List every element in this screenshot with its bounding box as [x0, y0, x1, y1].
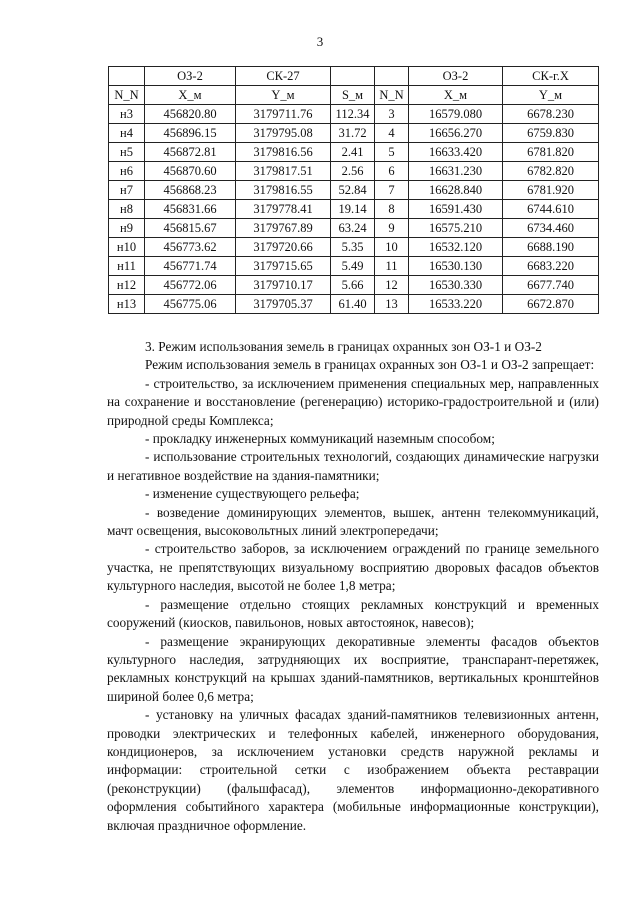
table-cell: 3: [375, 105, 409, 124]
table-row: [109, 238, 599, 257]
column-header-cell: N_N: [375, 86, 409, 105]
table-cell: н4: [109, 124, 145, 143]
column-header-cell: S_м: [331, 86, 375, 105]
table-row: [109, 200, 599, 219]
table-row: [109, 276, 599, 295]
column-header-cell: Y_м: [236, 86, 331, 105]
table-cell: 52.84: [331, 181, 375, 200]
table-cell: 6: [375, 162, 409, 181]
table-cell: 2.41: [331, 143, 375, 162]
table-row: [109, 162, 599, 181]
table-cell: 3179720.66: [236, 238, 331, 257]
group-header-cell: ОЗ-2: [145, 67, 236, 86]
table-row: [109, 124, 599, 143]
table-cell: 3179715.65: [236, 257, 331, 276]
table-cell: 16631.230: [409, 162, 503, 181]
table-cell: н5: [109, 143, 145, 162]
table-cell: 3179816.56: [236, 143, 331, 162]
table-cell: 456773.62: [145, 238, 236, 257]
table-row: [109, 143, 599, 162]
table-cell: 4: [375, 124, 409, 143]
table-cell: 9: [375, 219, 409, 238]
table-cell: 6781.820: [503, 143, 599, 162]
paragraph: - установку на уличных фасадах зданий-памятников телевизионных антенн, проводки электрических и телефонных кабелей, инженерного оборудования, кондиционеров, за исключением установки средств наружной рекламы и информации: строительной сетки с изображением объекта реставрации (реконструкции) (фальшфасад), элементов информационно-декоративного оформления событийного характера (мобильные информационные конструкции), включая праздничное оформление.: [107, 707, 599, 833]
table-cell: 16628.840: [409, 181, 503, 200]
table-cell: 63.24: [331, 219, 375, 238]
table-cell: 6683.220: [503, 257, 599, 276]
table-cell: 6734.460: [503, 219, 599, 238]
paragraph: Режим использования земель в границах охранных зон ОЗ-1 и ОЗ-2 запрещает:: [145, 357, 595, 373]
paragraph: - строительство заборов, за исключением ограждений по границе земельного участка, не препятствующих визуальному восприятию дворовых фасадов объектов культурного наследия, высотой не более 1,8 метра;: [107, 541, 599, 594]
column-header-cell: X_м: [145, 86, 236, 105]
table-cell: н10: [109, 238, 145, 257]
table-cell: 5: [375, 143, 409, 162]
table-row: [109, 257, 599, 276]
table-row: [109, 295, 599, 314]
table-cell: 6781.920: [503, 181, 599, 200]
paragraph: - прокладку инженерных коммуникаций наземным способом;: [145, 431, 495, 447]
table-cell: 456896.15: [145, 124, 236, 143]
table-cell: 456868.23: [145, 181, 236, 200]
table-cell: 5.49: [331, 257, 375, 276]
table-cell: н12: [109, 276, 145, 295]
group-header-cell: ОЗ-2: [409, 67, 503, 86]
table-cell: 16575.210: [409, 219, 503, 238]
paragraph: - использование строительных технологий, создающих динамические нагрузки и негативное воздействие на здания-памятники;: [107, 449, 599, 483]
table-cell: 2.56: [331, 162, 375, 181]
section-title: 3. Режим использования земель в границах охранных зон ОЗ-1 и ОЗ-2: [145, 339, 542, 354]
table-cell: 5.35: [331, 238, 375, 257]
paragraph: - размещение экранирующих декоративные элементы фасадов объектов культурного наследия, затрудняющих их восприятие, транспарант-перетяжек, рекламных конструкций на крышах зданий-памятников, вертикальных кронштейнов шириной более 0,6 метра;: [107, 633, 599, 704]
column-header-cell: Y_м: [503, 86, 599, 105]
table-cell: 3179816.55: [236, 181, 331, 200]
paragraph: - изменение существующего рельефа;: [145, 486, 360, 502]
table-cell: 456870.60: [145, 162, 236, 181]
paragraph: - строительство, за исключением применения специальных мер, направленных на сохранение и восстановление (регенерацию) историко-градостроительной и (или) природной среды Комплекса;: [107, 375, 599, 428]
table-cell: 16530.330: [409, 276, 503, 295]
table-cell: 6744.610: [503, 200, 599, 219]
table-cell: н9: [109, 219, 145, 238]
table-cell: 6672.870: [503, 295, 599, 314]
table-cell: 3179817.51: [236, 162, 331, 181]
table-cell: 10: [375, 238, 409, 257]
table-cell: 456815.67: [145, 219, 236, 238]
table-cell: 16530.130: [409, 257, 503, 276]
table-cell: н6: [109, 162, 145, 181]
table-cell: 61.40: [331, 295, 375, 314]
table-cell: 6782.820: [503, 162, 599, 181]
table-group-header-row: [109, 67, 599, 86]
table-cell: н7: [109, 181, 145, 200]
document-body: [107, 338, 599, 835]
table-cell: н11: [109, 257, 145, 276]
table-cell: 5.66: [331, 276, 375, 295]
table-cell: н8: [109, 200, 145, 219]
table-cell: 3179767.89: [236, 219, 331, 238]
table-cell: 456820.80: [145, 105, 236, 124]
table-cell: 3179795.08: [236, 124, 331, 143]
table-cell: 31.72: [331, 124, 375, 143]
table-cell: 19.14: [331, 200, 375, 219]
table-cell: 456872.81: [145, 143, 236, 162]
table-cell: 13: [375, 295, 409, 314]
table-cell: 16591.430: [409, 200, 503, 219]
table-cell: 3179705.37: [236, 295, 331, 314]
table-cell: 3179711.76: [236, 105, 331, 124]
table-cell: 8: [375, 200, 409, 219]
table-cell: 16533.220: [409, 295, 503, 314]
table-cell: 16656.270: [409, 124, 503, 143]
table-cell: 112.34: [331, 105, 375, 124]
group-header-cell: СК-г.Х: [503, 67, 599, 86]
column-header-cell: N_N: [109, 86, 145, 105]
table-row: [109, 219, 599, 238]
paragraph: - возведение доминирующих элементов, вышек, антенн телекоммуникаций, мачт освещения, высоковольтных линий электропередачи;: [107, 504, 599, 539]
table-cell: 3179710.17: [236, 276, 331, 295]
column-header-cell: X_м: [409, 86, 503, 105]
table-cell: 7: [375, 181, 409, 200]
group-header-cell: [109, 67, 145, 86]
paragraph: - размещение отдельно стоящих рекламных конструкций и временных сооружений (киосков, павильонов, новых автостоянок, навесов);: [107, 596, 599, 631]
table-cell: 3179778.41: [236, 200, 331, 219]
table-cell: 456775.06: [145, 295, 236, 314]
table-cell: 456831.66: [145, 200, 236, 219]
table-row: [109, 181, 599, 200]
group-header-cell: [375, 67, 409, 86]
table-cell: 16579.080: [409, 105, 503, 124]
table-cell: 6678.230: [503, 105, 599, 124]
table-row: [109, 105, 599, 124]
table-body: [109, 105, 599, 314]
coordinates-table: [108, 66, 599, 314]
table-column-header-row: [109, 86, 599, 105]
table-cell: 6677.740: [503, 276, 599, 295]
group-header-cell: [331, 67, 375, 86]
group-header-cell: СК-27: [236, 67, 331, 86]
table-cell: н13: [109, 295, 145, 314]
table-cell: 16633.420: [409, 143, 503, 162]
table-cell: н3: [109, 105, 145, 124]
table-cell: 11: [375, 257, 409, 276]
table-cell: 12: [375, 276, 409, 295]
page-number: 3: [316, 34, 324, 49]
table-cell: 456771.74: [145, 257, 236, 276]
table-cell: 6688.190: [503, 238, 599, 257]
table-cell: 6759.830: [503, 124, 599, 143]
table-cell: 16532.120: [409, 238, 503, 257]
table-cell: 456772.06: [145, 276, 236, 295]
